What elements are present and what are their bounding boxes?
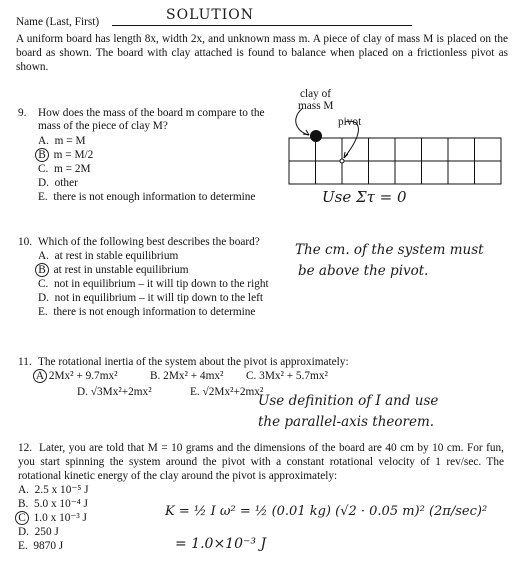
q9-option-e: E. there is not enough information to determine [38,191,256,203]
q9-option-b: B m = M/2 [38,148,93,162]
q11-option-e: E. √2Mx²+2mx² [190,386,264,398]
q9-option-d: D. other [38,177,78,189]
pivot-label: pivot [338,116,362,128]
name-value: SOLUTION [166,7,254,23]
q10-handwritten-note-line1: The cm. of the system must [295,242,484,258]
intro-paragraph: A uniform board has length 8x, width 2x, and unknown mass m. A piece of clay of mass M is placed on the board as shown. The board with clay attached is found to balance when placed on a frictionless pivot as shown. [16,33,508,73]
clay-label-line1: clay of [300,88,332,100]
q10-option-d: D. not in equilibrium – it will tip down to the left [38,292,263,304]
q12-option-e: E. 9870 J [18,540,64,552]
q10-text: Which of the following best describes the board? [38,236,260,248]
q10-number: 10. [18,236,33,248]
q9-number: 9. [18,107,27,119]
q12-handwritten-work-line2: = 1.0×10⁻³ J [175,536,267,552]
q11-handwritten-note-line2: the parallel-axis theorem. [258,414,435,430]
name-label: Name (Last, First) [16,16,100,28]
q11-option-b: B. 2Mx² + 4mx² [150,370,224,382]
q11-option-a: A 2Mx² + 9.7mx² [36,369,118,383]
q10-option-c: C. not in equilibrium – it will tip down to the right [38,278,269,290]
pivot-point [340,159,344,163]
q12-option-d: D. 250 J [18,526,59,538]
q10-option-a: A. at rest in stable equilibrium [38,250,179,262]
q12-option-b: B. 5.0 x 10⁻⁴ J [18,498,88,510]
q9-option-c: C. m = 2M [38,163,91,175]
q12-option-a: A. 2.5 x 10⁻⁵ J [18,484,89,496]
selected-answer-circle: C [15,511,29,525]
q9-text-line2: mass of the piece of clay M? [38,120,168,132]
q12-text: 12. Later, you are told that M = 10 grams and the dimensions of the board are 40 cm by 10 cm. For fun, you start spinning the system around the pivot with a constant rotational velocity of 1 rev/sec. The rotational kinetic energy of the clay around the pivot is approximately: [18,442,504,482]
q11-option-c: C. 3Mx² + 5.7mx² [246,370,328,382]
selected-answer-circle: B [35,263,49,277]
q12-option-c: C 1.0 x 10⁻³ J [18,511,87,525]
q10-handwritten-note-line2: be above the pivot. [298,263,429,279]
q11-handwritten-note-line1: Use definition of I and use [258,393,439,409]
q11-text: The rotational inertia of the system about the pivot is approximately: [38,356,349,368]
q12-handwritten-work-line1: K = ½ I ω² = ½ (0.01 kg) (√2 · 0.05 m)² (2π/sec)² [165,504,488,519]
q9-option-a: A. m = M [38,135,86,147]
q10-option-e: E. there is not enough information to determine [38,306,256,318]
q9-handwritten-note: Use Στ = 0 [322,188,407,206]
clay-ball [310,130,322,142]
selected-answer-circle: A [33,369,47,383]
q11-option-d: D. √3Mx²+2mx² [77,386,152,398]
q9-text-line1: How does the mass of the board m compare to the [38,107,265,119]
board-grid [289,138,501,184]
selected-answer-circle: B [35,148,49,162]
clay-label-line2: mass M [298,100,334,112]
q11-number: 11. [18,356,32,368]
q10-option-b: B at rest in unstable equilibrium [38,263,189,277]
